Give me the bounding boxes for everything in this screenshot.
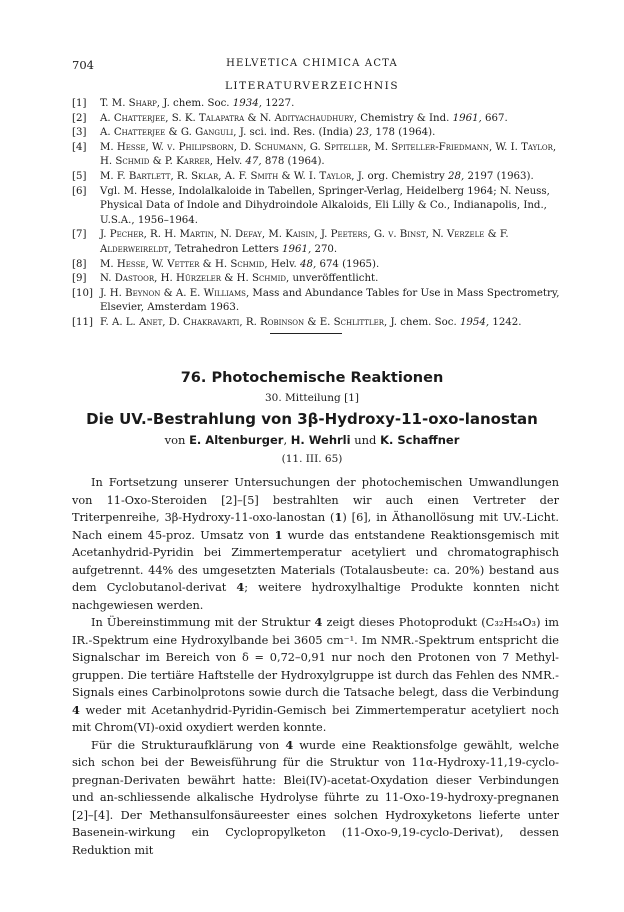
article-authors: [0, 433, 624, 447]
reference-source: J. chem. Soc.: [387, 316, 460, 328]
reference-source: Helv.: [267, 258, 301, 270]
reference-item: [72, 272, 562, 287]
article-body: [72, 474, 559, 859]
article-heading: 76. Photochemische Reaktionen: [180, 370, 444, 386]
page-number: 704: [72, 58, 94, 72]
reference-number: [8]: [72, 258, 87, 270]
reference-item: [72, 228, 562, 257]
reference-number: [5]: [72, 170, 87, 182]
section-divider: [270, 333, 342, 334]
reference-number: [11]: [72, 316, 93, 328]
author-separator: und: [350, 433, 381, 447]
reference-source: J. chem. Soc.: [160, 98, 233, 109]
body-paragraph: [72, 737, 559, 860]
body-paragraph: [72, 614, 559, 737]
reference-volume: 1961,: [282, 243, 312, 255]
running-header: HELVETICA CHIMICA ACTA: [226, 58, 398, 69]
reference-source: Helv.: [212, 156, 246, 168]
reference-item: [72, 112, 562, 127]
reference-volume: 48,: [300, 258, 317, 270]
reference-pages: 878 (1964).: [261, 156, 325, 168]
body-paragraph: [72, 474, 559, 614]
reference-authors: A. Chatterjee & G. Ganguli,: [100, 127, 237, 139]
reference-volume: 1934,: [232, 98, 262, 109]
text-run: In Fortsetzung unserer Untersuchungen der photochemischen Umwandlungen von 11-Oxo-Steroiden [2]–[5] bestrahlten wir auch einen Vertreter der Triterpenreihe, 3β-Hydroxy-11-oxo-lanostan (: [72, 476, 559, 524]
reference-authors: M. Hesse, W. Vetter & H. Schmid,: [100, 258, 268, 270]
compound-number: 4: [285, 737, 294, 752]
compound-number: 4: [236, 580, 245, 594]
reference-number: [7]: [72, 229, 87, 241]
reference-volume: 23,: [356, 127, 373, 139]
references-heading: LITERATURVERZEICHNIS: [224, 80, 400, 92]
text-run: Für die Strukturaufklärung von: [91, 738, 286, 752]
compound-number: 1: [274, 527, 283, 542]
reference-source: Vgl. M. Hesse, Indolalkaloide in Tabellen, Springer-Verlag, Heidelberg 1964; N. Neuss, Physical Data of Indole and Dihydroindole Alkaloids, Eli Lilly & Co., Indianapolis, Ind., U.S.A., 1956–1964.: [100, 185, 550, 226]
reference-volume: 1954,: [459, 316, 490, 328]
reference-source: unveröffentlicht.: [289, 273, 379, 285]
reference-source: J. sci. ind. Res. (India): [236, 127, 357, 139]
compound-number: 4: [314, 615, 323, 629]
article-title: Die UV.-Bestrahlung von 3β-Hydroxy-11-oxo-lanostan: [86, 410, 538, 428]
reference-item: [72, 316, 562, 331]
reference-number: [3]: [72, 127, 87, 139]
reference-source: Mass and Abundance Tables for Use in Mass Spectrometry, Elsevier, Amsterdam 1963.: [100, 287, 560, 314]
reference-volume: 47,: [245, 156, 262, 168]
reference-list: [72, 97, 562, 331]
reference-item: [72, 185, 562, 229]
reference-item: [72, 258, 562, 273]
reference-pages: 270.: [311, 243, 338, 255]
text-run: wurde eine Reaktionsfolge gewählt, welche sich schon bei der Beweisführung für die Struktur von 11α-Hydroxy-11,19-cyclo-pregnan-Derivaten bewährt hatte: Blei(IV)-acetat-Oxydation dieser Verbindungen und an-schliessende alkalische Hydrolyse führte zu 11-Oxo-19-hydroxy-pregnanen [2]–[4]. Der Methansulfonsäureester eines solchen Hydroxyketons lieferte unter Basenein-wirkung ein Cyclopropylketon (11-Oxo-9,19-cyclo-Derivat), dessen Reduktion mit: [72, 738, 559, 857]
reference-authors: F. A. L. Anet, D. Chakravarti, R. Robinson & E. Schlittler,: [100, 316, 388, 328]
reference-number: [10]: [72, 287, 93, 299]
reference-pages: 1242.: [489, 316, 522, 328]
reference-source: J. org. Chemistry: [354, 170, 449, 182]
received-date: (11. III. 65): [281, 453, 343, 465]
reference-pages: 178 (1964).: [372, 127, 436, 139]
reference-authors: T. M. Sharp,: [100, 98, 161, 109]
reference-number: [4]: [72, 141, 87, 153]
author-name: H. Wehrli: [290, 433, 351, 447]
reference-authors: N. Dastoor, H. Hürzeler & H. Schmid,: [100, 273, 290, 285]
reference-authors: M. F. Bartlett, R. Sklar, A. F. Smith & W. I. Taylor,: [100, 170, 355, 182]
reference-item: [72, 287, 562, 316]
reference-number: [1]: [72, 98, 87, 109]
reference-source: Chemistry & Ind.: [357, 112, 453, 124]
author-name: E. Altenburger: [189, 433, 284, 447]
text-run: wurde das entstandene Reaktionsgemisch mit Acetanhydrid-Pyridin bei Zimmertemperatur acetyliert und chromatographisch aufgetrennt. 44% des umgesetzten Materials (Totalausbeute: ca. 20%) bestand aus dem Cyclobutanol-derivat: [72, 528, 559, 594]
reference-pages: 674 (1965).: [316, 258, 380, 270]
reference-item: [72, 126, 562, 141]
reference-number: [9]: [72, 273, 87, 285]
reference-item: [72, 170, 562, 185]
reference-item: [72, 97, 562, 112]
reference-source: Tetrahedron Letters: [171, 243, 283, 255]
reference-pages: 2197 (1963).: [464, 170, 534, 182]
reference-authors: A. Chatterjee, S. K. Talapatra & N. Adityachaudhury,: [100, 112, 357, 124]
reference-pages: 1227.: [261, 98, 295, 109]
reference-volume: 1961,: [452, 112, 482, 124]
text-run: ; weitere hydroxylhaltige Produkte konnten nicht nachgewiesen werden.: [72, 581, 559, 612]
author-separator: ,: [283, 433, 291, 447]
article-series-note: 30. Mitteilung [1]: [265, 392, 359, 404]
reference-volume: 28,: [448, 170, 465, 182]
reference-item: [72, 141, 562, 170]
reference-number: [2]: [72, 112, 87, 124]
text-run: zeigt dieses Photoprodukt (C₃₂H₅₄O₃) im IR.-Spektrum eine Hydroxylbande bei 3605 cm⁻¹. Im NMR.-Spektrum entspricht die Signalschar im Bereich von δ = 0,72–0,91 nur noch den Protonen von 7 Methyl-gruppen. Die tertiäre Haftstelle der Hydroxylgruppe ist durch das Fehlen des NMR.-Signals eines Carbinolprotons sowie durch die Tatsache belegt, dass die Verbindung: [72, 616, 559, 699]
reference-pages: 667.: [481, 112, 508, 124]
text-run: weder mit Acetanhydrid-Pyridin-Gemisch bei Zimmertemperatur acetyliert noch mit Chrom(VI)-oxid oxydiert werden konnte.: [72, 703, 559, 734]
text-run: ) [6], in Äthanollösung mit UV.-Licht. Nach einem 45-proz. Umsatz von: [72, 511, 559, 542]
text-run: In Übereinstimmung mit der Struktur: [91, 616, 315, 629]
authors-prefix: von: [164, 433, 190, 447]
compound-number: 1: [334, 510, 343, 524]
author-name: K. Schaffner: [380, 433, 460, 447]
reference-authors: J. H. Beynon & A. E. Williams,: [100, 287, 250, 299]
reference-authors: J. Pecher, R. H. Martin, N. Defay, M. Kaisin, J. Peeters, G. v. Binst, N. Verzele & F. Alderweireldt,: [100, 229, 509, 255]
reference-authors: M. Hesse, W. v. Philipsborn, D. Schumann, G. Spiteller, M. Spiteller-Friedmann, W. I. Taylor, H. Schmid & P. Karrer,: [100, 141, 557, 168]
compound-number: 4: [72, 702, 80, 717]
reference-number: [6]: [72, 185, 87, 197]
